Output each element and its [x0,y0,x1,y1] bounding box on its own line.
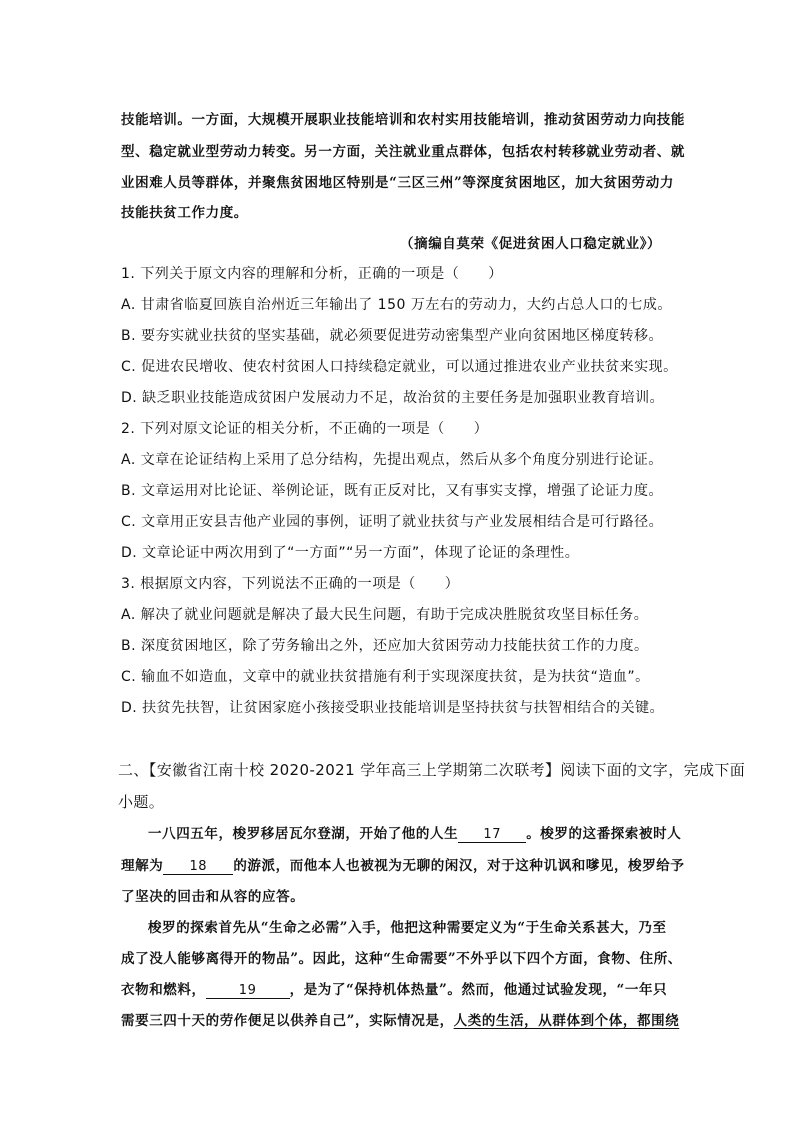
passage-source: （摘编自莫荣《促进贫困人口稳定就业》） [400,236,662,252]
passage2-line-6 [121,978,667,999]
question-2-option-b: B. 文章运用对比论证、举例论证，既有正反对比，又有事实支撑，增强了论证力度。 [121,483,664,499]
question-3-option-d: D. 扶贫先扶智，让贫困家庭小孩接受职业技能培训是坚持扶贫与扶智相结合的关键。 [121,700,665,716]
question-1-option-c: C. 促进农民增收、使农村贫困人口持续稳定就业，可以通过推进农业产业扶贫来实现。 [121,359,678,375]
section-2-heading: 二、【安徽省江南十校 2020-2021 学年高三上学期第二次联考】阅读下面的文字，完成下面 [118,761,746,779]
passage2-text: 需要三四十天的劳作便足以供养自己”，实际情况是， [121,1013,454,1029]
blank-18: 18 [163,860,233,875]
passage2-text: 衣物和燃料， [121,982,206,998]
passage2-line-7 [121,1009,679,1029]
passage2-line-1 [148,822,681,843]
blank-17: 17 [458,828,526,843]
question-2-stem: 2. 下列对原文论证的相关分析，不正确的一项是（ ） [121,421,489,437]
question-3-option-c: C. 输血不如造血，文章中的就业扶贫措施有利于实现深度扶贫，是为扶贫“造血”。 [121,669,650,685]
passage2-text: 。梭罗的这番探索被时人 [526,826,682,842]
passage-line-4: 技能扶贫工作力度。 [121,205,248,221]
blank-19: 19 [206,984,290,999]
underlined-sentence: 人类的生活，从群体到个体，都围绕 [453,1013,680,1029]
question-3-option-b: B. 深度贫困地区，除了劳务输出之外，还应加大贫困劳动力技能扶贫工作的力度。 [121,638,649,654]
section-2-heading-cont: 小题。 [118,793,165,811]
passage2-text: 的游派，而他本人也被视为无聊的闲汉，对于这种讥讽和嗲见，梭罗给予 [233,858,685,874]
question-2-option-a: A. 文章在论证结构上采用了总分结构，先提出观点，然后从多个角度分别进行论证。 [121,452,663,468]
passage2-text: ，是为了“保持机体热量”。然而，他通过试验发现，“一年只 [289,982,668,998]
question-1-stem: 1. 下列关于原文内容的理解和分析，正确的一项是（ ） [121,266,503,282]
question-2-option-d: D. 文章论证中两次用到了“一方面”“另一方面”，体现了论证的条理性。 [121,545,580,561]
question-1-option-a: A. 甘肃省临夏回族自治州近三年输出了 150 万左右的劳动力，大约占总人口的七成。 [121,297,672,313]
question-3-stem: 3. 根据原文内容，下列说法不正确的一项是（ ） [121,576,460,592]
passage-line-2: 型、稳定就业型劳动力转变。另一方面，关注就业重点群体，包括农村转移就业劳动者、就 [121,144,685,160]
passage2-line-3: 了坚决的回击和从容的应答。 [121,889,305,905]
question-1-option-b: B. 要夯实就业扶贫的坚实基础，就必须要促进劳动密集型产业向贫困地区梯度转移。 [121,328,664,344]
passage2-line-5: 成了没人能够离得开的物品”。因此，这种“生命需要”不外乎以下四个方面，食物、住所、 [121,951,682,967]
question-1-option-d: D. 缺乏职业技能造成贫困户发展动力不足，故治贫的主要任务是加强职业教育培训。 [121,390,665,406]
passage2-text: 一八四五年，梭罗移居瓦尔登湖，开始了他的人生 [148,826,459,842]
passage2-text: 理解为 [121,858,164,874]
passage-line-3: 业困难人员等群体，并聚焦贫困地区特别是“三区三州”等深度贫困地区，加大贫困劳动力 [121,175,674,191]
passage-line-1: 技能培训。一方面，大规模开展职业技能培训和农村实用技能培训，推动贫困劳动力向技能 [121,112,685,128]
question-3-option-a: A. 解决了就业问题就是解决了最大民生问题，有助于完成决胜脱贫攻坚目标任务。 [121,607,649,623]
passage2-line-4: 梭罗的探索首先从“生命之必需”入手，他把这种需要定义为“于生命关系甚大，乃至 [148,920,667,936]
question-2-option-c: C. 文章用正安县吉他产业园的事例，证明了就业扶贫与产业发展相结合是可行路径。 [121,514,664,530]
passage2-line-2 [121,854,685,875]
